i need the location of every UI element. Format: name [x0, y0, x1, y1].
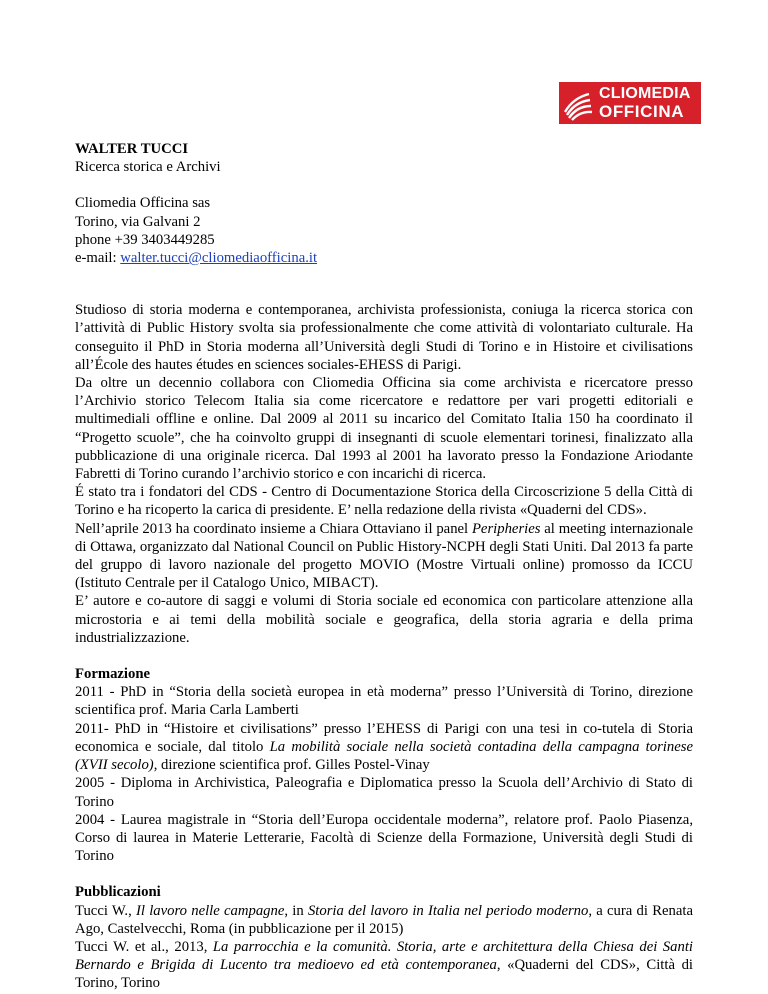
logo-text-line1: CLIOMEDIA: [599, 85, 691, 102]
formazione-entry-4: 2004 - Laurea magistrale in “Storia dell’Europa occidentale moderna”, relatore prof. Paolo Piasenza, Corso di laurea in Materie Letterarie, Facoltà di Scienze della Formazione, Università degli Studi di Torino: [75, 811, 693, 865]
cv-content: [75, 140, 693, 993]
formazione-e2-italic: La mobilità sociale nella società contadina della campagna torinese (XVII secolo): [75, 738, 693, 774]
pub2-text-a: Tucci W. et al., 2013,: [75, 938, 213, 955]
pub1-italic-2: Storia del lavoro in Italia nel periodo moderno: [307, 902, 589, 919]
bio-paragraph-3: É stato tra i fondatori del CDS - Centro di Documentazione Storica della Circoscrizione 5 della Città di Torino e ha ricoperto la carica di presidente. E’ nella redazione della rivista «Quaderni del CDS».: [75, 484, 693, 519]
pubblicazione-entry-1: [75, 902, 693, 938]
pub2-italic: La parrocchia e la comunità. Storia, arte e architettura della Chiesa dei Santi Bernardo e Brigida di Lucento tra medioevo ed età contemporanea: [75, 938, 693, 974]
person-name: WALTER TUCCI: [75, 141, 189, 157]
pub1-italic-1: Il lavoro nelle campagne: [135, 902, 285, 919]
pubblicazioni-heading: Pubblicazioni: [75, 884, 161, 901]
email-label: e-mail:: [75, 250, 121, 267]
book-pages-icon: [559, 82, 599, 124]
email-link[interactable]: walter.tucci@cliomediaofficina.it: [120, 250, 318, 267]
formazione-heading: Formazione: [75, 666, 151, 683]
company-address: Torino, via Galvani 2: [75, 213, 201, 230]
bio-p4-text-b: al meeting internazionale di Ottawa, organizzato dal National Council on Public History-NCPH degli Stati Uniti. Dal 2013 fa parte del gruppo di lavoro nazionale del progetto MOVIO (Mostre Virtuali online) promosso da ICCU (Istituto Centrale per il Catalogo Unico, MIBACT).: [75, 520, 693, 592]
logo-text-line2: OFFICINA: [599, 102, 685, 121]
formazione-e2-text-a: 2011- PhD in “Histoire et civilisations” presso l’EHESS di Parigi con una tesi in co-tutela di Storia economica e sociale, dal titolo: [75, 720, 693, 755]
formazione-entry-1: 2011 - PhD in “Storia della società europea in età moderna” presso l’Università di Torino, direzione scientifica prof. Maria Carla Lamberti: [75, 684, 693, 719]
phone-number: phone +39 3403449285: [75, 231, 215, 248]
bio-p4-italic: Peripheries: [471, 520, 541, 537]
email-line: [75, 249, 693, 267]
cliomedia-logo: [559, 82, 701, 124]
bio-paragraph-5: E’ autore e co-autore di saggi e volumi di Storia sociale ed economica con particolare attenzione alla microstoria e ai temi della mobilità sociale e geografica, della storia agraria e della prima industrializzazione.: [75, 593, 693, 646]
pub1-text-b: , in: [284, 902, 308, 919]
formazione-entry-2: [75, 720, 693, 775]
formazione-entry-3: 2005 - Diploma in Archivistica, Paleografia e Diplomatica presso la Scuola dell’Archivio di Stato di Torino: [75, 775, 693, 810]
bio-paragraph-1: Studioso di storia moderna e contemporanea, archivista professionista, coniuga la ricerca storica con l’attività di Public History svolta sia professionalmente che come attività di volontariato culturale. Ha conseguito il PhD in Storia moderna all’Università degli Studi di Torino e in Histoire et civilisations all’École des hautes études en sciences sociales-EHESS di Parigi.: [75, 302, 693, 373]
bio-paragraph-2: Da oltre un decennio collabora con Cliomedia Officina sia come archivista e ricercatore presso l’Archivio storico Telecom Italia sia come ricercatore e redattore per vari progetti editoriali e multimediali offline e online. Dal 2009 al 2011 su incarico del Comitato Italia 150 ha coordinato il “Progetto scuole”, che ha coinvolto gruppi di insegnanti di scuole elementari torinesi, finalizzato alla pubblicazione di una originale ricerca. Dal 1993 al 2001 ha lavorato presso la Fondazione Ariodante Fabretti di Torino curando l’archivio storico e con incarichi di ricerca.: [75, 375, 693, 483]
pubblicazione-entry-2: [75, 938, 693, 993]
pub1-text-a: Tucci W.,: [75, 902, 136, 919]
pub1-text-c: , a cura di Renata Ago, Castelvecchi, Roma (in pubblicazione per il 2015): [75, 902, 693, 937]
pub2-text-b: , «Quaderni del CDS», Città di Torino, Torino: [75, 957, 693, 992]
bio-p4-text-a: Nell’aprile 2013 ha coordinato insieme a Chiara Ottaviano il panel: [75, 520, 472, 537]
formazione-e2-text-b: , direzione scientifica prof. Gilles Postel-Vinay: [153, 757, 430, 774]
company-name: Cliomedia Officina sas: [75, 195, 211, 212]
bio-paragraph-4: [75, 520, 693, 593]
person-role: Ricerca storica e Archivi: [75, 159, 221, 176]
